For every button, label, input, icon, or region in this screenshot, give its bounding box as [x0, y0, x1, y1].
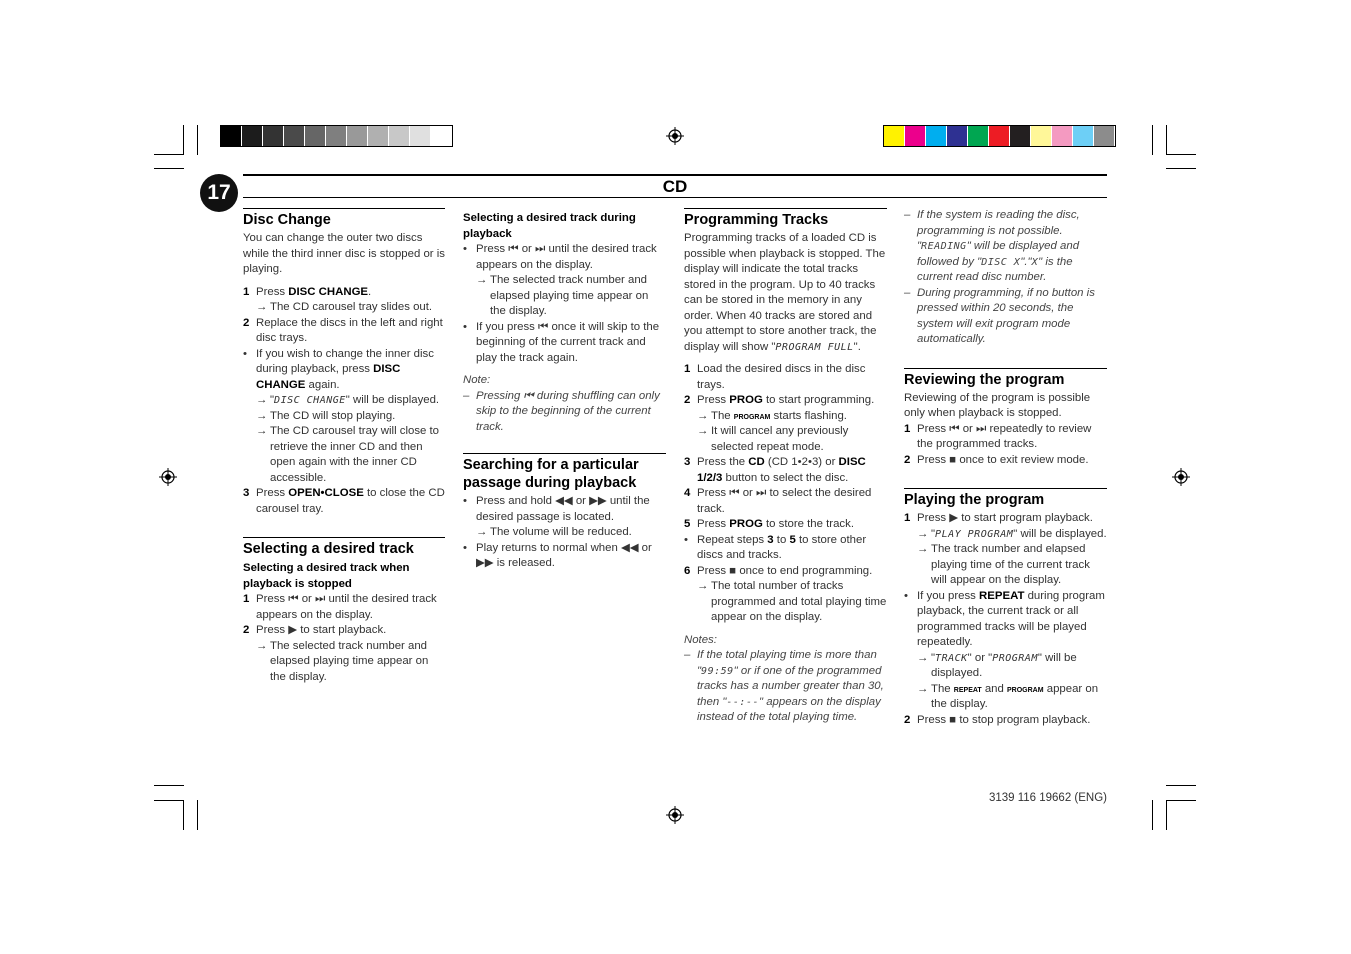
arrow-icon: → — [697, 425, 709, 437]
bullet-item: • If you press ⏮ once it will skip to the beginning of the current track and play the track again. — [463, 320, 666, 367]
result-line: → "PLAY PROGRAM" will be displayed. — [904, 527, 1107, 543]
arrow-icon: → — [256, 425, 268, 437]
paragraph: You can change the outer two discs while the third inner disc is stopped or is playing. — [243, 232, 445, 275]
result-line: → The selected track number and elapsed playing time appear on the display. — [243, 639, 445, 686]
next-track-icon: ⏭ — [315, 593, 326, 605]
stop-icon: ■ — [729, 564, 737, 577]
color-swatch — [947, 126, 968, 146]
previous-track-icon: ⏮ — [949, 422, 960, 435]
gray-swatch — [431, 126, 452, 146]
note-item: – Pressing ⏮ during shuffling can only skip to the beginning of the current track. — [463, 389, 660, 433]
paragraph: Reviewing of the program is possible only when playback is stopped. — [904, 391, 1091, 419]
result-line: → The CD carousel tray slides out. — [243, 300, 445, 316]
color-swatch — [1010, 126, 1031, 146]
result-line: → The volume will be reduced. — [463, 525, 666, 541]
section-heading: Playing the program — [904, 488, 1107, 509]
step: 1 Press ▶ to start program playback. — [904, 512, 1093, 524]
column-4 — [904, 208, 1107, 728]
note-item: – If the system is reading the disc, programming is not possible. "READING" will be displayed and followed by "DISC X"."X" is the current read disc number. — [904, 209, 1080, 283]
notes-label: Notes: — [684, 633, 717, 646]
paragraph: Programming tracks of a loaded CD is possible when playback is stopped. The display will indicate the total tracks stored in the program. Up to 40 tracks can be stored in the memory in any order. When 40 tracks are stored and you attempt to store another track, the display will show "PROGRAM FULL". — [684, 232, 886, 353]
color-swatch — [1031, 126, 1052, 146]
column-3 — [684, 208, 887, 726]
color-swatch — [1094, 126, 1115, 146]
previous-track-icon: ⏮ — [538, 320, 549, 333]
next-track-icon: ⏭ — [976, 422, 987, 435]
result-line: → "DISC CHANGE" will be displayed. — [243, 393, 445, 409]
arrow-icon: → — [256, 639, 268, 652]
fast-forward-icon: ▶▶ — [589, 495, 607, 507]
previous-track-icon: ⏮ — [523, 389, 534, 402]
step: 2 Replace the discs in the left and right disc trays. — [243, 316, 443, 344]
section-heading: Selecting a desired track — [243, 537, 445, 558]
result-line: → The CD will stop playing. — [243, 409, 445, 425]
arrow-icon: → — [256, 394, 268, 406]
arrow-icon: → — [917, 543, 929, 555]
previous-track-icon: ⏮ — [288, 593, 299, 605]
step: 2 Press ■ to stop program playback. — [904, 713, 1091, 726]
result-line: → The repeat and program appear on the display. — [904, 682, 1107, 713]
result-line: → The total number of tracks programmed and total playing time appear on the display. — [684, 579, 887, 626]
registration-mark-icon — [1172, 468, 1190, 486]
color-swatch — [926, 126, 947, 146]
result-line: → "TRACK" or "PROGRAM" will be displayed. — [904, 651, 1107, 682]
play-icon: ▶ — [288, 624, 298, 636]
bullet-icon: • — [463, 243, 467, 255]
step: 6 Press ■ once to end programming. — [684, 564, 873, 577]
note-item: – During programming, if no button is pressed within 20 seconds, the system will exit program mode automatically. — [904, 286, 1095, 345]
bullet-item: • Press and hold ◀◀ or ▶▶ until the desired passage is located. — [463, 494, 666, 525]
gray-swatch — [284, 126, 305, 146]
color-swatch — [968, 126, 989, 146]
previous-track-icon: ⏮ — [508, 243, 519, 255]
result-line: → The program starts flashing. — [684, 409, 887, 425]
column-1 — [243, 208, 445, 685]
step: 1 Press ⏮ or ⏭ until the desired track appears on the display. — [243, 593, 437, 621]
arrow-icon: → — [917, 651, 929, 664]
gray-swatch — [242, 126, 263, 146]
gray-swatch — [410, 126, 431, 146]
gray-swatch — [368, 126, 389, 146]
arrow-icon: → — [917, 527, 929, 540]
note-label: Note: — [463, 374, 491, 386]
color-swatch — [1073, 126, 1094, 146]
section-heading: Reviewing the program — [904, 368, 1107, 389]
arrow-icon: → — [697, 409, 709, 422]
gray-swatch — [221, 126, 242, 146]
play-icon: ▶ — [949, 512, 959, 524]
fast-forward-icon: ▶▶ — [476, 557, 494, 569]
color-swatch — [905, 126, 926, 146]
result-line: → It will cancel any previously selected repeat mode. — [684, 424, 887, 455]
bullet-icon: • — [463, 541, 467, 554]
step: 4 Press ⏮ or ⏭ to select the desired track. — [684, 487, 872, 515]
document-code: 3139 116 19662 (ENG) — [988, 792, 1107, 804]
grayscale-calibration-bar — [220, 125, 453, 147]
bullet-item: • Play returns to normal when ◀◀ or ▶▶ is released. — [463, 541, 666, 572]
sub-heading: Selecting a desired track when playback is stopped — [243, 562, 410, 590]
arrow-icon: → — [697, 580, 709, 592]
registration-mark-icon — [666, 806, 684, 824]
gray-swatch — [389, 126, 410, 146]
bullet-icon: • — [684, 533, 688, 546]
color-swatch — [1052, 126, 1073, 146]
section-heading: Programming Tracks — [684, 208, 887, 229]
result-line: → The track number and elapsed playing time of the current track will appear on the display. — [904, 542, 1107, 589]
sub-heading: Selecting a desired track during playback — [463, 212, 636, 240]
arrow-icon: → — [917, 682, 929, 695]
previous-track-icon: ⏮ — [729, 487, 740, 499]
next-track-icon: ⏭ — [756, 487, 767, 499]
arrow-icon: → — [256, 301, 268, 313]
step: 5 Press PROG to store the track. — [684, 518, 854, 530]
gray-swatch — [305, 126, 326, 146]
step: 3 Press the CD (CD 1•2•3) or DISC 1/2/3 button to select the disc. — [684, 456, 866, 484]
gray-swatch — [263, 126, 284, 146]
bullet-icon: • — [904, 589, 908, 602]
rewind-icon: ◀◀ — [555, 495, 573, 507]
color-swatch — [989, 126, 1010, 146]
stop-icon: ■ — [949, 453, 957, 466]
next-track-icon: ⏭ — [535, 243, 546, 255]
step: 3 Press OPEN•CLOSE to close the CD carousel tray. — [243, 487, 445, 515]
arrow-icon: → — [256, 409, 268, 422]
bullet-icon: • — [243, 347, 247, 360]
arrow-icon: → — [476, 274, 488, 286]
header-rule — [243, 197, 1107, 198]
page-number-badge: 17 — [200, 174, 238, 212]
bullet-icon: • — [463, 320, 467, 333]
bullet-item: • If you press REPEAT during program playback, the current track or all programmed tracks will be played repeatedly. — [904, 589, 1107, 651]
gray-swatch — [347, 126, 368, 146]
column-2 — [463, 208, 666, 572]
rewind-icon: ◀◀ — [620, 541, 639, 554]
section-heading: Disc Change — [243, 208, 445, 229]
gray-swatch — [326, 126, 347, 146]
section-heading: Searching for a particular passage during playback — [463, 453, 666, 492]
registration-mark-icon — [666, 127, 684, 145]
bullet-item: • Repeat steps 3 to 5 to store other discs and tracks. — [684, 533, 887, 564]
section-title: CD — [662, 177, 688, 196]
color-swatch — [884, 126, 905, 146]
bullet-icon: • — [463, 495, 467, 507]
color-calibration-bar — [883, 125, 1116, 147]
stop-icon: ■ — [949, 713, 957, 726]
step: 1 Press DISC CHANGE. — [243, 285, 372, 298]
bullet-item: • Press ⏮ or ⏭ until the desired track appears on the display. — [463, 242, 666, 273]
result-line: → The selected track number and elapsed playing time appear on the display. — [463, 273, 666, 320]
step: 1 Load the desired discs in the disc trays. — [684, 363, 866, 391]
result-line: → The CD carousel tray will close to retrieve the inner CD and then open again with the inner CD accessible. — [243, 424, 445, 486]
step: 1 Press ⏮ or ⏭ repeatedly to review the programmed tracks. — [904, 422, 1092, 450]
registration-mark-icon — [159, 468, 177, 486]
step: 2 Press ▶ to start playback. — [243, 624, 387, 636]
arrow-icon: → — [476, 526, 488, 538]
note-item: – If the total playing time is more than "99:59" or if one of the programmed tracks has a number greater than 30, then "--:--" appears on the display instead of the total playing time. — [684, 649, 884, 723]
step: 2 Press ■ once to exit review mode. — [904, 453, 1089, 466]
step: 2 Press PROG to start programming. — [684, 394, 875, 406]
bullet-item: • If you wish to change the inner disc during playback, press DISC CHANGE again. — [243, 347, 445, 394]
